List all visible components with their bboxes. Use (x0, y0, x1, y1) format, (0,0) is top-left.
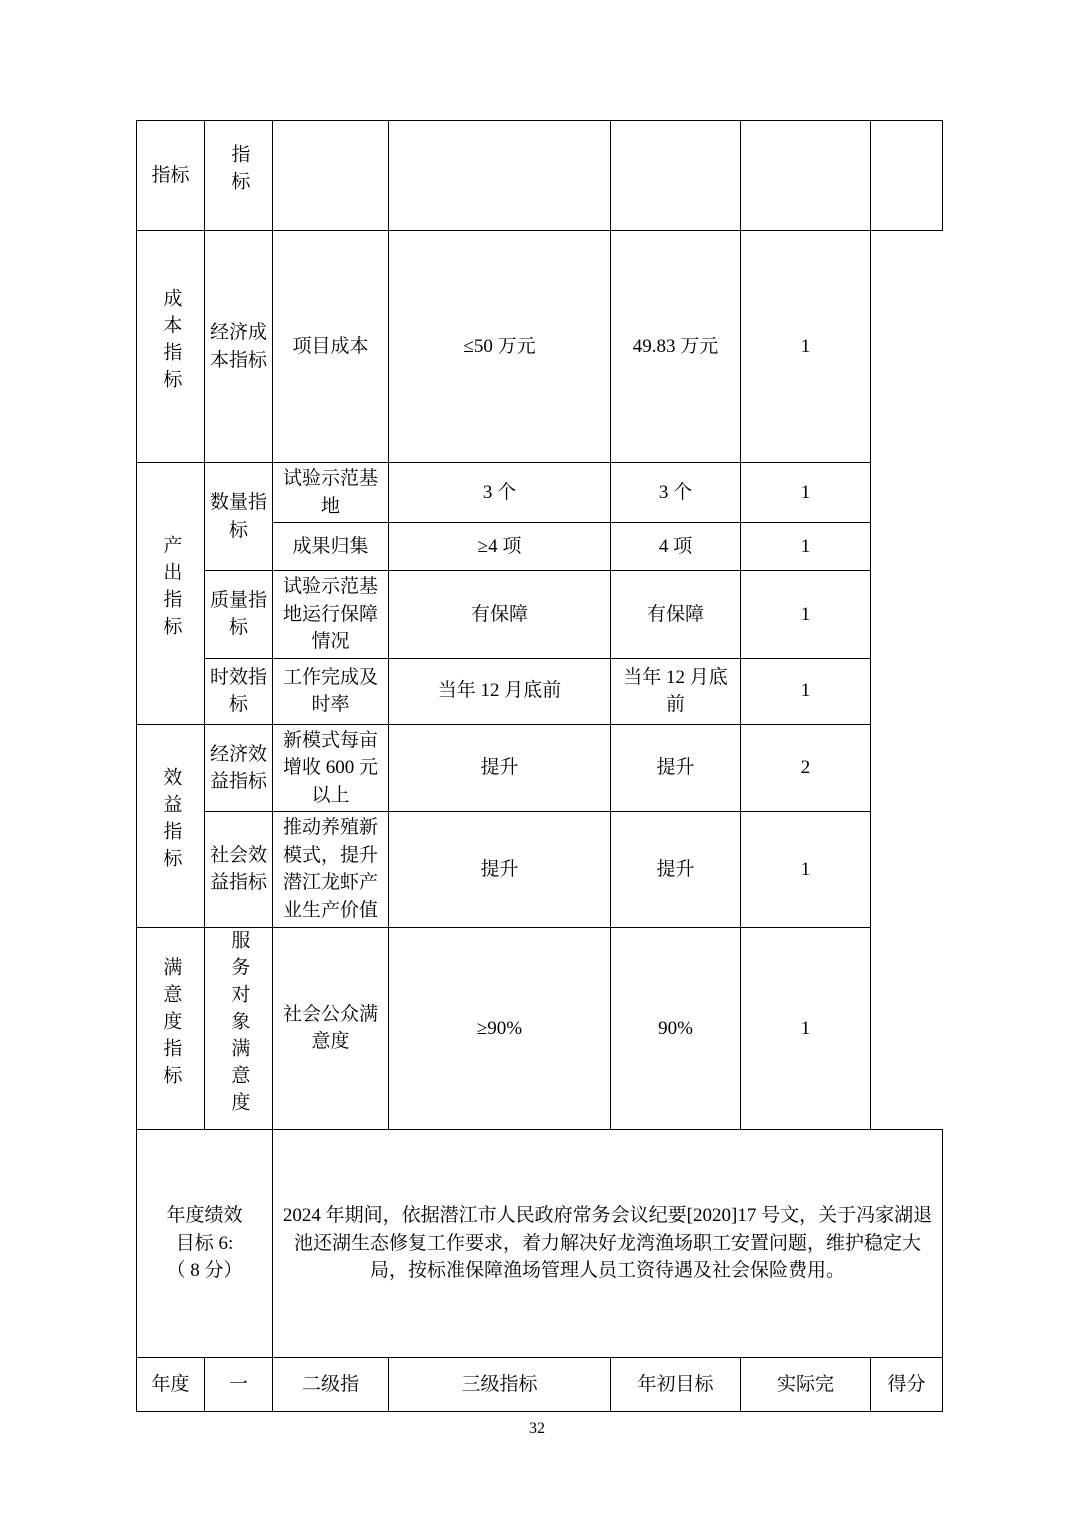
cell-text: 当年 12 月底前 (437, 680, 562, 702)
cell-text: 项目成本 (292, 335, 369, 357)
cell-text: 年度 (151, 1373, 190, 1395)
cell-base-operation-score (741, 571, 871, 659)
cell-text: 经济成本指标 (209, 321, 267, 371)
cell-text: 当年 12 月底前 (623, 666, 728, 716)
cell-quantity-indicator (205, 463, 273, 571)
cell-text: 有保障 (470, 603, 528, 625)
cell-text: 成果归集 (292, 535, 369, 557)
cell-text: 指标 (151, 164, 190, 186)
goal-text: 2024 年期间，依据潜江市人民政府常务会议纪要[2020]17 号文，关于冯家湖退池还湖生态修复工作要求，着力解决好龙湾渔场职工安置问题，维护稳定大局，按标准保障渔场管理人员工资待遇及社会保险费用。 (282, 1205, 933, 1282)
table-row-footer-header (137, 1358, 943, 1412)
cell-level1-indicator (137, 121, 205, 231)
cell-output-indicator-category (137, 463, 205, 725)
cell-text: 推动养殖新模式，提升潜江龙虾产业生产价值 (282, 817, 378, 922)
cell-text: 1 (800, 858, 811, 880)
cell-new-model-income-name (273, 724, 389, 812)
cell-text: 提升 (656, 757, 695, 779)
cell-results-collection-score (741, 523, 871, 571)
cell-demo-base-actual (611, 463, 741, 523)
table-row (137, 463, 943, 523)
cell-text: ≥4 项 (477, 535, 522, 557)
cell-results-collection-name (273, 523, 389, 571)
cell-completion-rate-actual (611, 658, 741, 724)
cell-text: 新模式每亩增收 600 元以上 (282, 729, 378, 806)
cell-economic-cost-indicator (205, 231, 273, 463)
cell-public-satisfaction-name (273, 927, 389, 1130)
cell-public-satisfaction-score (741, 927, 871, 1130)
cell-text: 1 (800, 335, 811, 357)
cell-new-model-income-target (389, 724, 611, 812)
cell-base-operation-name (273, 571, 389, 659)
cell-text: 二级指 (301, 1373, 359, 1395)
cell-completion-rate-target (389, 658, 611, 724)
cell-text: 工作完成及时率 (282, 666, 378, 716)
cell-base-operation-target (389, 571, 611, 659)
cell-text: 4 项 (658, 535, 693, 557)
table-row (137, 812, 943, 927)
cell-base-operation-actual (611, 571, 741, 659)
cell-text: 试验示范基地运行保障情况 (282, 576, 378, 653)
cell-text: 1 (800, 1017, 811, 1039)
cell-text: ≤50 万元 (463, 335, 536, 357)
cell-social-benefit-indicator (205, 812, 273, 927)
cell-text: 得分 (887, 1373, 926, 1395)
cell-footer-year (137, 1358, 205, 1412)
cell-demo-base-name (273, 463, 389, 523)
cell-text: 有保障 (646, 603, 704, 625)
cell-footer-level3 (389, 1358, 611, 1412)
cell-footer-initial-target (611, 1358, 741, 1412)
cell-text: 1 (800, 680, 811, 702)
cell-completion-rate-name (273, 658, 389, 724)
cell-footer-level1 (205, 1358, 273, 1412)
cell-footer-score (871, 1358, 943, 1412)
performance-indicator-table (136, 120, 943, 1412)
cell-social-benefit-name (273, 812, 389, 927)
cell-text: 49.83 万元 (632, 335, 719, 357)
cell-text: ≥90% (476, 1017, 523, 1039)
cell-results-collection-actual (611, 523, 741, 571)
cell-text-vertical: 产出指标 (160, 535, 182, 644)
cell-empty-7 (871, 121, 943, 231)
cell-empty-6 (741, 121, 871, 231)
cell-footer-actual (741, 1358, 871, 1412)
cell-text-vertical: 服务对象满意度 (228, 929, 250, 1119)
cell-empty-3 (273, 121, 389, 231)
cell-project-cost-score (741, 231, 871, 463)
cell-text: 1 (800, 535, 811, 557)
cell-demo-base-target (389, 463, 611, 523)
goal-label-line-2: 目标 6: (175, 1232, 234, 1254)
cell-text: 3 个 (482, 481, 517, 503)
cell-annual-goal-text (273, 1130, 943, 1358)
cell-demo-base-score (741, 463, 871, 523)
goal-label-line-1: 年度绩效 (166, 1205, 243, 1227)
cell-new-model-income-actual (611, 724, 741, 812)
cell-results-collection-target (389, 523, 611, 571)
table-row (137, 658, 943, 724)
cell-timeliness-indicator (205, 658, 273, 724)
cell-text: 提升 (656, 858, 695, 880)
cell-social-benefit-actual (611, 812, 741, 927)
cell-public-satisfaction-actual (611, 927, 741, 1130)
table-row (137, 571, 943, 659)
cell-text: 时效指标 (209, 666, 267, 716)
cell-text: 一 (228, 1373, 248, 1395)
cell-new-model-income-score (741, 724, 871, 812)
cell-text-vertical: 指标 (228, 144, 250, 199)
cell-text: 经济效益指标 (209, 743, 267, 793)
cell-public-satisfaction-target (389, 927, 611, 1130)
cell-project-cost-target (389, 231, 611, 463)
table-row (137, 927, 943, 1130)
cell-text: 提升 (480, 757, 519, 779)
cell-economic-benefit-indicator (205, 724, 273, 812)
table-row (137, 121, 943, 231)
cell-text: 1 (800, 481, 811, 503)
cell-text: 试验示范基地 (282, 468, 378, 517)
cell-text: 三级指标 (461, 1373, 538, 1395)
cell-cost-indicator-category (137, 231, 205, 463)
cell-text: 年初目标 (637, 1373, 714, 1395)
cell-social-benefit-score (741, 812, 871, 927)
cell-text: 数量指标 (209, 492, 267, 541)
cell-text: 提升 (480, 858, 519, 880)
cell-social-benefit-target (389, 812, 611, 927)
table-row (137, 231, 943, 463)
cell-level2-indicator (205, 121, 273, 231)
cell-annual-goal-label (137, 1130, 273, 1358)
goal-label-line-3: （ 8 分） (166, 1260, 243, 1282)
cell-quality-indicator (205, 571, 273, 659)
cell-completion-rate-score (741, 658, 871, 724)
cell-text: 1 (800, 603, 811, 625)
cell-empty-5 (611, 121, 741, 231)
table-row-annual-goal (137, 1130, 943, 1358)
page-number: 32 (529, 1420, 545, 1437)
table-row (137, 724, 943, 812)
cell-text: 社会效益指标 (209, 844, 267, 894)
cell-text: 3 个 (658, 481, 693, 503)
cell-text: 社会公众满意度 (282, 1003, 378, 1053)
cell-benefit-indicator-category (137, 724, 205, 927)
cell-text-vertical: 成本指标 (160, 288, 182, 397)
cell-text: 质量指标 (209, 589, 267, 639)
cell-text-vertical: 效益指标 (160, 767, 182, 876)
cell-text: 90% (658, 1017, 693, 1039)
cell-footer-level2 (273, 1358, 389, 1412)
cell-service-target-satisfaction (205, 927, 273, 1130)
cell-text: 2 (800, 757, 811, 779)
cell-project-cost-name (273, 231, 389, 463)
cell-project-cost-actual (611, 231, 741, 463)
cell-empty-4 (389, 121, 611, 231)
cell-text: 实际完 (776, 1373, 834, 1395)
cell-satisfaction-indicator-category (137, 927, 205, 1130)
cell-text-vertical: 满意度指标 (160, 956, 182, 1092)
